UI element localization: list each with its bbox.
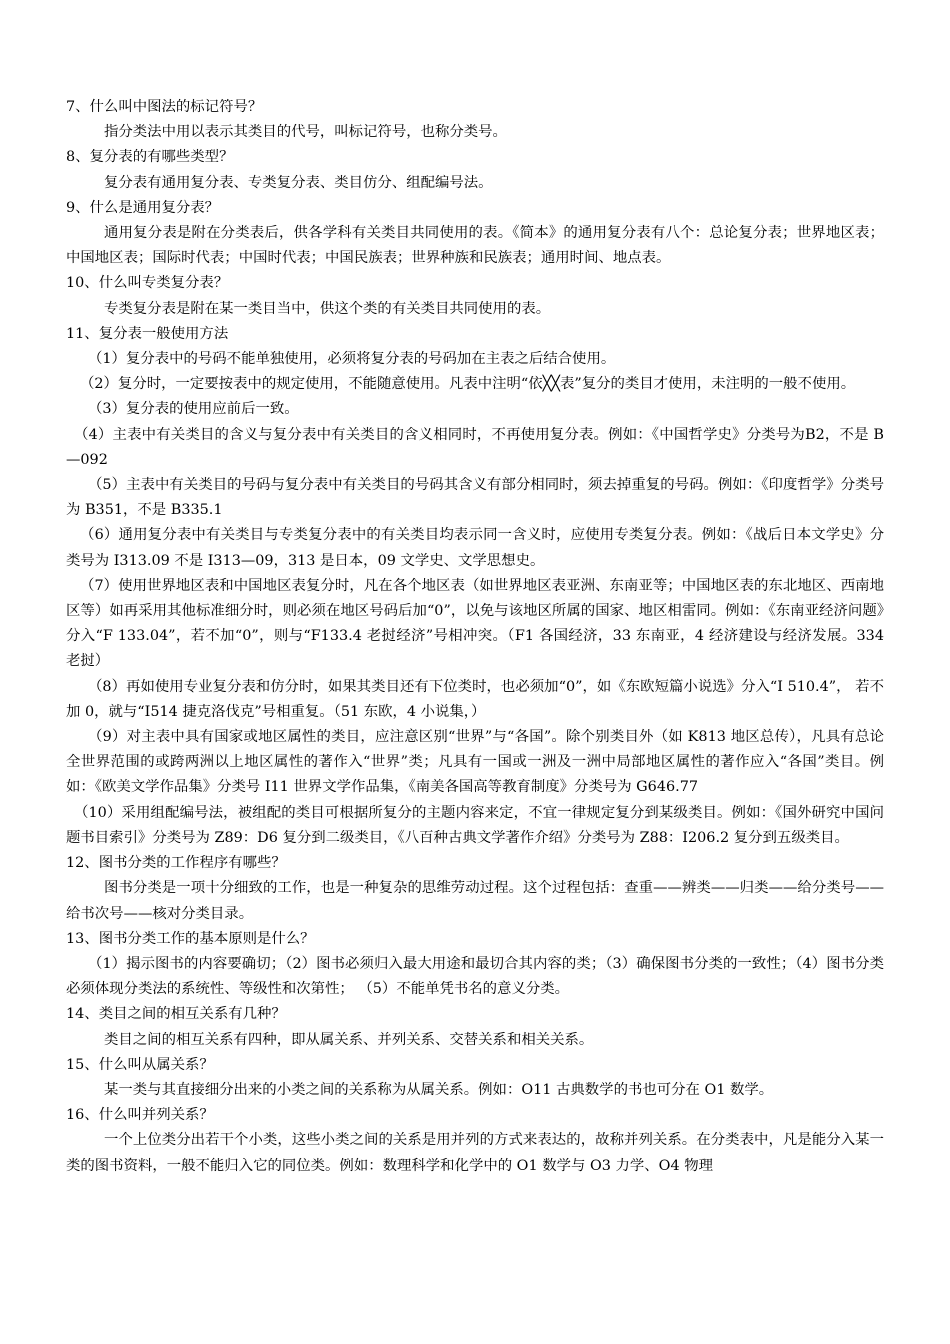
rule-item-8: （8）再如使用专业复分表和仿分时，如果其类目还有下位类时，也必须加“0”，如《东欧短篇小说选》分入“I 510.4”， 若不加 0，就与“I514 捷克洛伐克”号相重复。（51 东欧，4 小说集，） <box>66 678 884 720</box>
answer-10: 专类复分表是附在某一类目当中，供这个类的有关类目共同使用的表。 <box>104 300 551 317</box>
rule-item-5: （5）主表中有关类目的号码与复分表中有关类目的号码其含义有部分相同时，须去掉重复的号码。例如：《印度哲学》分类号为 B351，不是 B335.1 <box>66 477 884 519</box>
question-15: 15、什么叫从属关系？ <box>66 1056 214 1073</box>
answer-9: 通用复分表是附在分类表后，供各学科有关类目共同使用的表。《简本》的通用复分表有八个：总论复分表；世界地区表；中国地区表；国际时代表；中国时代表；中国民族表；世界种族和民族表；通用时间、地点表。 <box>66 225 884 267</box>
answer-7: 指分类法中用以表示其类目的代号，叫标记符号，也称分类号。 <box>104 124 507 141</box>
rule-item-9: （9）对主表中具有国家或地区属性的类目，应注意区别“世界”与“各国”。除个别类目外（如 K813 地区总传），凡具有总论全世界范围的或跨两洲以上地区属性的著作入“世界”类；凡具有一国或一洲及一洲中局部地区属性的著作应入“各国”类目。例如：《欧美文学作品集》分类号 I11 世界文学作品集，《南美各国高等教育制度》分类号为 G646.77 <box>66 729 884 796</box>
answer-13: （1）揭示图书的内容要确切；（2）图书必须归入最大用途和最切合其内容的类；（3）确保图书分类的一致性；（4）图书分类必须体现分类法的系统性、等级性和次第性； （5）不能单凭书名的意义分类。 <box>66 955 884 998</box>
rule-item-2: （2）复分时，一定要按表中的规定使用，不能随意使用。凡表中注明“依╳╳表”复分的类目才使用，未注明的一般不使用。 <box>80 376 856 393</box>
answer-8: 复分表有通用复分表、专类复分表、类目仿分、组配编号法。 <box>104 174 493 191</box>
question-16: 16、什么叫并列关系？ <box>66 1107 214 1124</box>
answer-15: 某一类与其直接细分出来的小类之间的关系称为从属关系。例如：O11 古典数学的书也可分在 O1 数学。 <box>104 1081 774 1098</box>
answer-16: 一个上位类分出若干个小类，这些小类之间的关系是用并列的方式来表达的，故称并列关系。在分类表中，凡是能分入某一类的图书资料，一般不能归入它的同位类。例如：数理科学和化学中的 O1 数学与 O3 力学、O4 物理 <box>66 1132 884 1174</box>
rule-item-10: （10）采用组配编号法，被组配的类目可根据所复分的主题内容来定，不宜一律规定复分到某级类目。例如：《国外研究中国问题书目索引》分类号为 Z89：D6 复分到二级类目，《八百种古典文学著作介绍》分类号为 Z88：I206.2 复分到五级类目。 <box>66 804 884 846</box>
question-12: 12、图书分类的工作程序有哪些？ <box>66 855 286 872</box>
rule-item-7: （7）使用世界地区表和中国地区表复分时，凡在各个地区表（如世界地区表亚洲、东南亚等；中国地区表的东北地区、西南地区等）如再采用其他标准细分时，则必须在地区号码后加“0”，以免与该地区所属的国家、地区相雷同。例如：《东南亚经济问题》分入“F 133.04”，若不加“0”，则与“F133.4 老挝经济”号相冲突。（F1 各国经济，33 东南亚，4 经济建设与经济发展。334 老挝） <box>66 577 884 670</box>
answer-14: 类目之间的相互关系有四种，即从属关系、并列关系、交替关系和相关关系。 <box>104 1031 594 1048</box>
question-9: 9、什么是通用复分表？ <box>66 199 220 216</box>
question-8: 8、复分表的有哪些类型？ <box>66 149 234 166</box>
document-body <box>66 95 884 1179</box>
question-7: 7、什么叫中图法的标记符号？ <box>66 99 263 115</box>
question-10: 10、什么叫专类复分表？ <box>66 275 229 292</box>
rule-item-3: （3）复分表的使用应前后一致。 <box>88 401 299 418</box>
question-13: 13、图书分类工作的基本原则是什么？ <box>66 930 315 947</box>
question-11: 11、复分表一般使用方法 <box>66 325 229 342</box>
answer-12: 图书分类是一项十分细致的工作，也是一种复杂的思维劳动过程。这个过程包括：查重——辨类——归类——给分类号——给书次号——核对分类目录。 <box>66 880 884 922</box>
rule-item-6: （6）通用复分表中有关类目与专类复分表中的有关类目均表示同一含义时，应使用专类复分表。例如：《战后日本文学史》分类号为 I313.09 不是 I313—09，313 是日本，09 文学史、文学思想史。 <box>66 527 884 569</box>
rule-item-4: （4）主表中有关类目的含义与复分表中有关类目的含义相同时，不再使用复分表。例如：《中国哲学史》分类号为B2，不是 B—092 <box>66 426 884 468</box>
question-14: 14、类目之间的相互关系有几种？ <box>66 1006 286 1023</box>
rule-item-1: （1）复分表中的号码不能单独使用，必须将复分表的号码加在主表之后结合使用。 <box>88 351 616 368</box>
